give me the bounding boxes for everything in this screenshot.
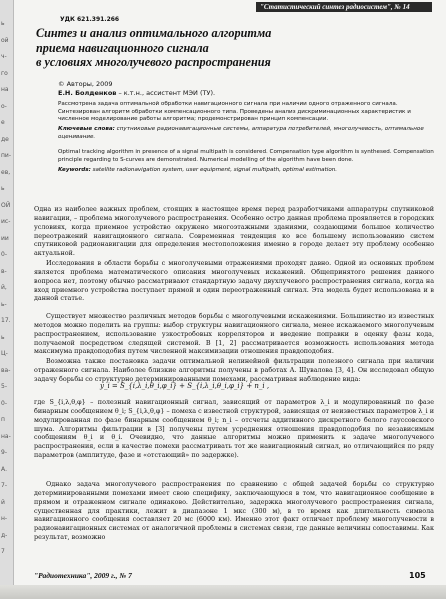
article-title bbox=[36, 26, 406, 70]
keywords-ru-text: спутниковые радионавигационные системы, аппаратура потребителей, многолучевость, оптимальное оценивание. bbox=[58, 126, 424, 140]
edge-fragment: 7 bbox=[1, 548, 5, 555]
author-name: Е.Н. Болденков bbox=[58, 89, 117, 97]
edge-fragment: А. bbox=[1, 465, 8, 473]
edge-fragment: 0- bbox=[1, 399, 7, 407]
edge-fragment: е bbox=[1, 119, 5, 126]
edge-fragment: 17. bbox=[1, 317, 11, 324]
title-line: Синтез и анализ оптимального алгоритма bbox=[36, 26, 272, 40]
edge-fragment: пи- bbox=[1, 152, 11, 159]
keywords-ru bbox=[58, 126, 434, 141]
paragraph-4: Возможна также постановка задачи оптимальной нелинейной фильтрации полезного сигнала при наличии отраженного сигнала. Наиболее близкие алгоритмы получены в работах А. Шувалова [3, 4]. Он исследовал общую задачу борьбы со структурно детерминированными помехами, рассматривая наблюдение вида: bbox=[34, 357, 434, 383]
edge-fragment: ь bbox=[1, 20, 5, 27]
author-line bbox=[58, 89, 215, 97]
edge-fragment: й bbox=[1, 498, 5, 506]
keywords-en-text: satellite radionavigation system, user equipment, signal multipath, optimal estimation. bbox=[90, 167, 338, 173]
abstract-ru: Рассмотрена задача оптимальной обработки навигационного сигнала при наличии одного отраженного сигнала. Синтезирован алгоритм обработки компенсационного типа. Проведены анализ дискриминационных характеристик и численное моделирование работы алгоритма; продемонстрирован принцип компенсации. bbox=[58, 101, 411, 123]
edge-fragment: ь bbox=[1, 185, 5, 192]
edge-fragment: 9- bbox=[1, 449, 7, 456]
edge-fragment: ис- bbox=[1, 218, 11, 225]
edge-fragment: й, bbox=[1, 284, 7, 291]
author-info: – к.т.н., ассистент МЭИ (ТУ). bbox=[116, 89, 216, 97]
edge-fragment: ии bbox=[1, 234, 9, 242]
udk-code: УДК 621.391.266 bbox=[60, 16, 120, 23]
edge-fragment: го bbox=[1, 69, 8, 77]
footer-journal: "Радиотехника", 2009 г., № 7 bbox=[34, 571, 132, 580]
keywords-ru-label: Ключевые слова: bbox=[58, 126, 115, 132]
paragraph-3: Существует множество различных методов борьбы с многолучевыми искажениями. Большинство из известных методов можно поделить на группы: выбор структуры навигационного сигнала, менее искажаемого многолучевым распространением, использование узкостробовых корреляторов и введение поправки в оценку фазы кода, получаемой посредством следящей системой. В [1, 2] рассматривается возможность использования метода максимума правдоподобия путем численной максимизации отношения правдоподобия. bbox=[34, 312, 434, 356]
paragraph-1: Одна из наиболее важных проблем, стоящих в настоящее время перед разработчиками аппаратуры спутниковой навигации, – проблема многолучевого распространения. Особенно остро данная проблема проявляется в городских условиях, когда приемное устройство окружено многоэтажными зданиями, создающими большое количество переотражений навигационного сигнала. Современная тенденция ко все большему использованию систем спутниковой радионавигации для определения местоположения именно в городе делает эту проблему особенно актуальной. bbox=[34, 205, 434, 258]
paragraph-5: где S_{i,λ,θ,φ} – полезный навигационный сигнал, зависящий от параметров λ_i и модулированный по фазе бинарным сообщением θ_i; S_{i,λ,θ,φ} – помеха с известной структурой, зависящая от неизвестных параметров λ_i и модулированная по фазе бинарным сообщением θ_i; n_i – отсчеты аддитивного дискретного белого гауссовского шума. Алгоритмы фильтрации в [3] получены путем усреднения отношения правдоподобия по независимым сообщениям θ_i и θ_i. Очевидно, что данные алгоритмы можно применить к задаче многолучевого распространения, если в качестве помехи рассматривать тот же навигационный сигнал, но отличающийся по ряду параметров (амплитуде, фазе и «отстающий» по задержке). bbox=[34, 398, 434, 460]
page-bottom-shadow bbox=[0, 585, 446, 599]
observation-formula: y_i = S_{i,λ_i,θ_i,φ_i} + S_{i,λ_i,θ_i,φ_i} + n_i , bbox=[100, 382, 270, 390]
edge-fragment: на- bbox=[1, 432, 11, 440]
edge-fragment: ь- bbox=[1, 300, 7, 308]
edge-fragment: ва- bbox=[1, 366, 11, 374]
copyright-line: © Авторы, 2009 bbox=[58, 80, 113, 88]
keywords-en bbox=[58, 167, 434, 175]
edge-fragment: Ц- bbox=[1, 350, 8, 357]
edge-fragment: н- bbox=[1, 515, 8, 522]
running-header: "Статистический синтез радиосистем", № 14 bbox=[256, 2, 432, 12]
keywords-en-label: Keywords: bbox=[58, 167, 91, 173]
edge-fragment: 0- bbox=[1, 251, 7, 258]
page-number: 105 bbox=[409, 571, 426, 580]
edge-fragment: ОЙ bbox=[1, 201, 11, 209]
edge-fragment: 7- bbox=[1, 482, 7, 489]
edge-fragment: ев, bbox=[1, 168, 11, 176]
title-line: приема навигационного сигнала bbox=[36, 40, 209, 55]
edge-fragment: в- bbox=[1, 267, 7, 275]
paragraph-2: Исследования в области борьбы с многолучевыми отражениями проходят давно. Одной из основных проблем является проблема математического описания многолучевых искажений. Общепринятого решения данного вопроса нет, поэтому обычно рассматривают стандартную задачу двухлучевого распространения сигнала, когда на вход приемного устройства поступает прямой и один переотраженный сигнал. Эта модель будет использована и в данной статье. bbox=[34, 259, 434, 303]
edge-fragment: о- bbox=[1, 102, 7, 110]
paragraph-6: Однако задача многолучевого распространения по сравнению с общей задачей борьбы со структурно детерминированными помехами имеет свою специфику, заключающуюся в том, что навигационное сообщение в прямом и отраженном сигнале одинаково. Действительно, задержка многолучевого распространения сигнала, существенная для практики, лежит в диапазоне 1 мкс (300 м), в то время как длительность символа навигационного сообщения составляет 20 мс (6000 км). Именно этот факт отличает проблему многолучевости в радионавигационных системах от аналогичной проблемы в системах связи, где данные величины сопоставимы. Как результат, возможно bbox=[34, 480, 434, 542]
edge-fragment: п bbox=[1, 416, 5, 423]
edge-fragment: д- bbox=[1, 531, 8, 539]
edge-fragment: де bbox=[1, 135, 9, 143]
abstract-en: Optimal tracking algorithm in presence of a signal multipath is considered. Compensation type algorithm is synthesed. Compensation principle regarding to S-curves are demonstrated. Numerical modelling of the algorithm have been done. bbox=[58, 149, 434, 163]
edge-fragment: ь bbox=[1, 333, 5, 341]
edge-fragment: ч- bbox=[1, 53, 7, 60]
edge-fragment: ой bbox=[1, 36, 9, 44]
title-line: в условиях многолучевого распространения bbox=[36, 55, 271, 69]
edge-fragment: на bbox=[1, 86, 9, 93]
previous-page-edge bbox=[0, 0, 14, 599]
edge-fragment: 5- bbox=[1, 383, 7, 390]
